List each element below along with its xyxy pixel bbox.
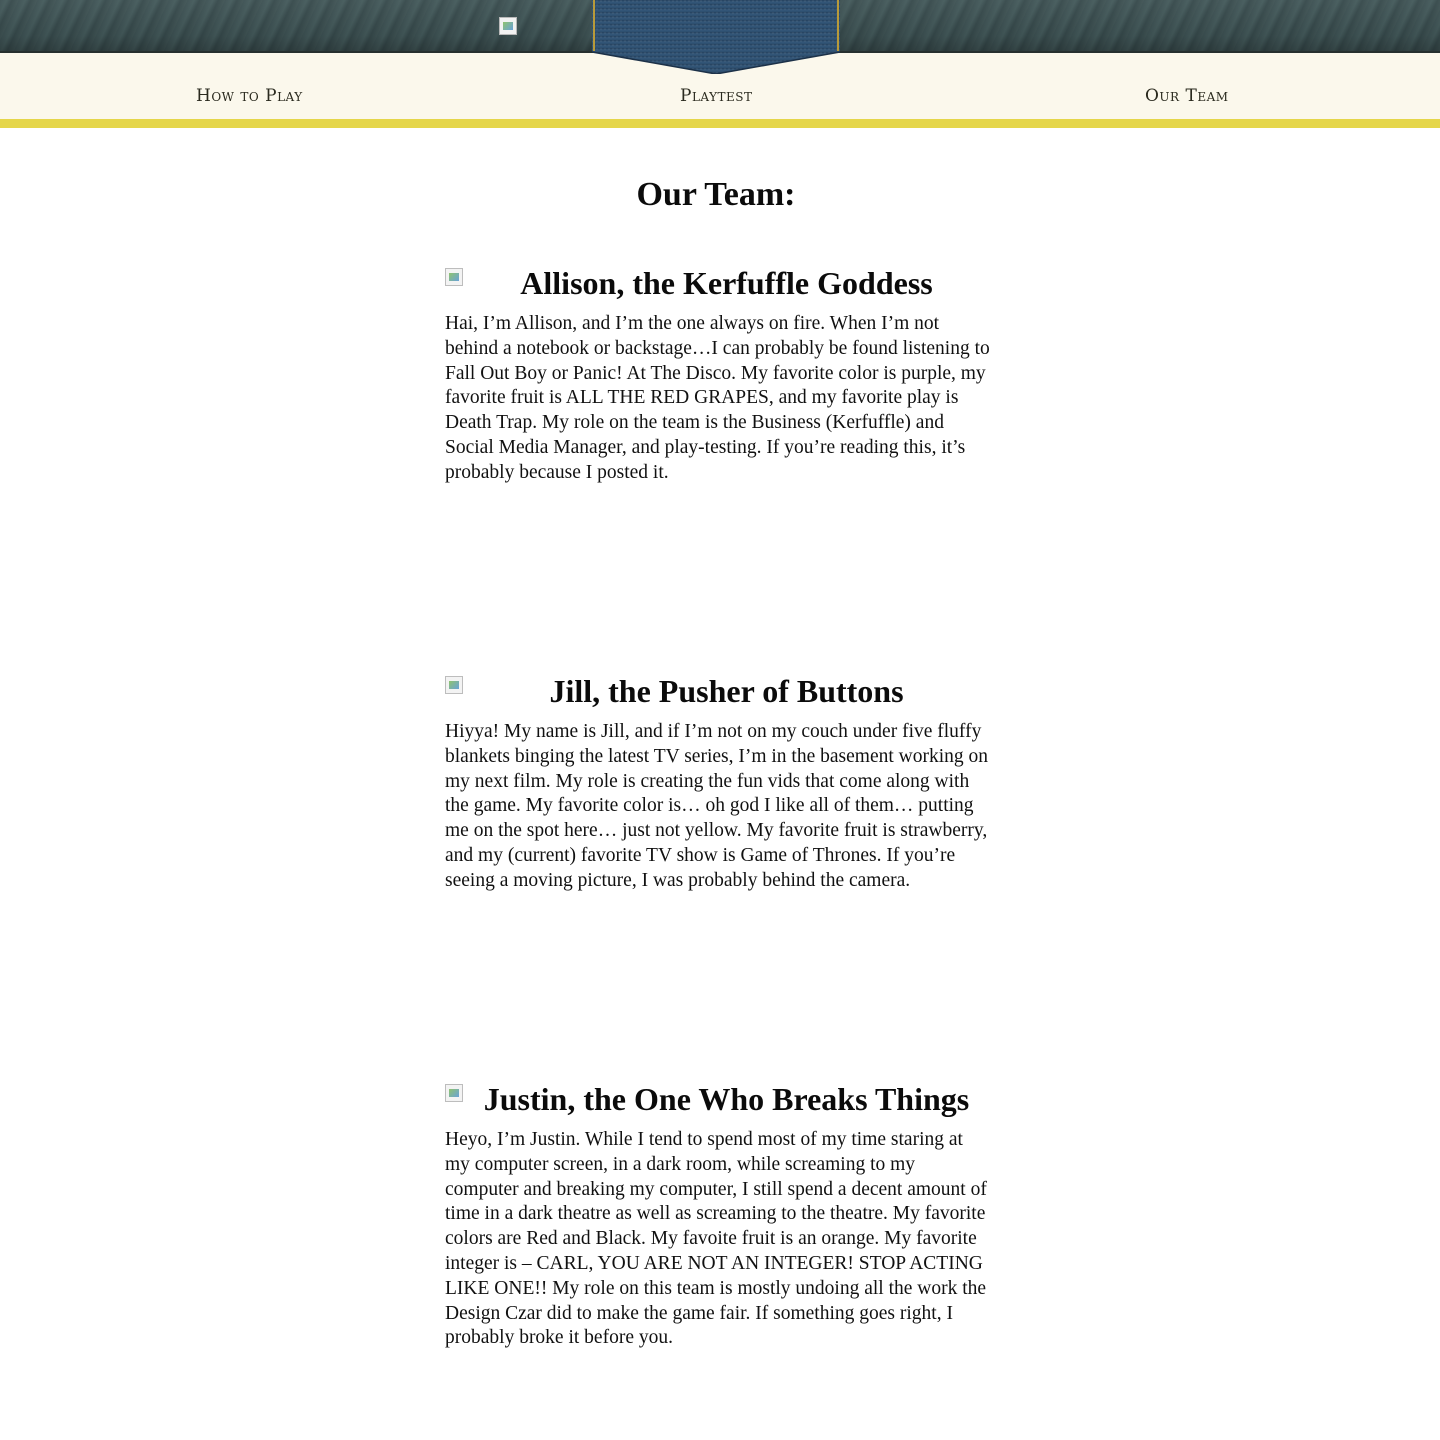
team-member-name: Allison, the Kerfuffle Goddess [520,265,933,301]
team-member-name: Justin, the One Who Breaks Things [483,1081,970,1117]
team-member-header [445,265,990,312]
team-member-card [445,1081,990,1351]
team-member-card [445,673,990,894]
page-title: Our Team: [636,176,796,213]
broken-image-icon [445,676,463,694]
team-member-card [445,265,990,486]
broken-image-icon [445,1084,463,1102]
broken-image-icon[interactable] [499,17,517,35]
team-member-bio: Hiyya! My name is Jill, and if I’m not on my couch under five fluffy blankets binging the latest TV series, I’m in the basement working on my next film. My role is creating the fun vids that come along with the game. My favorite color is… oh god I like all of them… putting me on the spot here… just not yellow. My favorite fruit is strawberry, and my (current) favorite TV show is Game of Thrones. If you’re seeing a moving picture, I was probably behind the camera. [445,721,989,891]
nav-underline [0,119,1440,128]
team-member-header [445,1081,990,1128]
team-member-bio: Hai, I’m Allison, and I’m the one always on fire. When I’m not behind a notebook or backstage…I can probably be found listening to Fall Out Boy or Panic! At The Disco. My favorite color is purple, my favorite fruit is ALL THE RED GRAPES, and my favorite play is Death Trap. My role on the team is the Business (Kerfuffle) and Social Media Manager, and play-testing. If you’re reading this, it’s probably because I posted it. [445,313,990,483]
nav-link-playtest[interactable]: Playtest [680,86,753,106]
broken-image-icon [445,268,463,286]
banner-pennant [592,0,840,74]
team-member-bio: Heyo, I’m Justin. While I tend to spend most of my time staring at my computer screen, in a dark room, while screaming to my computer and breaking my computer, I still spend a decent amount of time in a dark theatre as well as screaming to the theatre. My favorite colors are Red and Black. My favoite fruit is an orange. My favorite integer is – CARL, YOU ARE NOT AN INTEGER! STOP ACTING LIKE ONE!! My role on this team is mostly undoing all the work the Design Czar did to make the game fair. If something goes right, I probably broke it before you. [445,1129,987,1349]
team-member-name: Jill, the Pusher of Buttons [549,673,904,709]
nav-link-our-team[interactable]: Our Team [1145,86,1229,106]
team-member-header [445,673,990,720]
nav-link-how-to-play[interactable]: How to Play [196,86,303,106]
